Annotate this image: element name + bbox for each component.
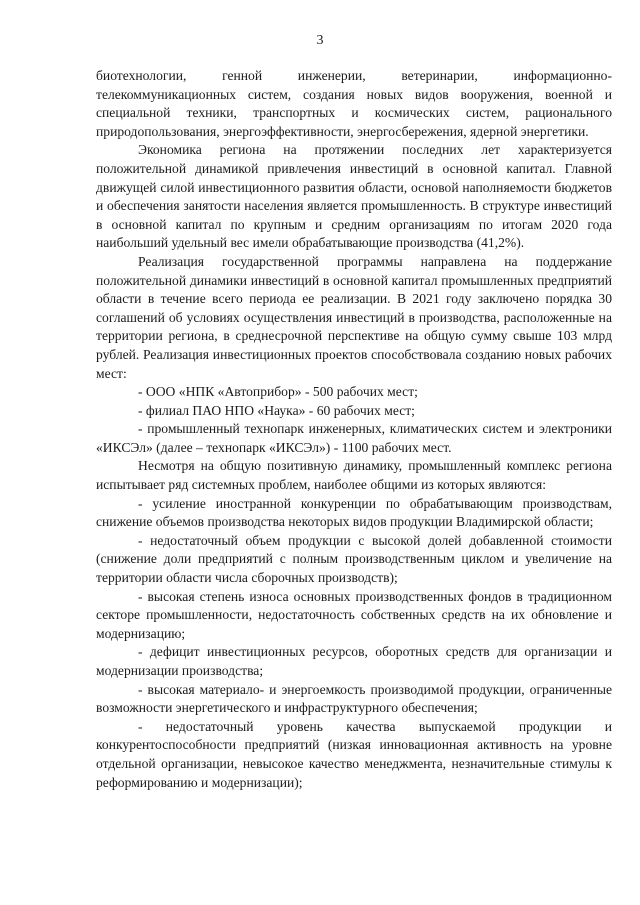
paragraph-1: биотехнологии, генной инженерии, ветеринарии, информационно-телекоммуникационных систем, создания новых видов вооружения, военной и специальной техники, транспортных и космических систем, рационального природопользования, энергоэффективности, энергосбережения, ядерной энергетики. [96, 68, 612, 139]
paragraph-3: Реализация государственной программы направлена на поддержание положительной динамики инвестиций в основной капитал промышленных предприятий области в течение всего периода ее реализации. В 2021 году заключено порядка 30 соглашений об условиях осуществления инвестиций в производства, расположенные на территории региона, в среднесрочной перспективе на общую сумму свыше 103 млрд рублей. Реализация инвестиционных проектов способствовала созданию новых рабочих мест: [96, 253, 612, 381]
problem-item-investment-deficit: - дефицит инвестиционных ресурсов, оборотных средств для организации и модернизации производства; [96, 644, 612, 678]
document-body [96, 67, 612, 792]
list-item-technopark: - промышленный технопарк инженерных, климатических систем и электроники «ИКСЭл» (далее – технопарк «ИКСЭл») - 1100 рабочих мест. [96, 421, 612, 455]
list-item-nauka: - филиал ПАО НПО «Наука» - 60 рабочих мест; [138, 402, 415, 418]
paragraph-problems-intro: Несмотря на общую позитивную динамику, промышленный комплекс региона испытывает ряд системных проблем, наиболее общими из которых являются: [96, 458, 612, 493]
problem-item-quality: - недостаточный уровень качества выпускаемой продукции и конкурентоспособности предприятий (низкая инновационная активность на уровне отдельной организации, невысокое качество менеджмента, незначительные стимулы к реформированию и модернизации); [96, 718, 612, 790]
problem-item-competition: - усиление иностранной конкуренции по обрабатывающим производствам, снижение объемов производства некоторых видов продукции Владимирской области; [96, 495, 612, 530]
problem-item-depreciation: - высокая степень износа основных производственных фондов в традиционном секторе промышленности, недостаточность собственных средств на их обновление и модернизацию; [96, 588, 612, 641]
problem-item-added-value: - недостаточный объем продукции с высокой долей добавленной стоимости (снижение доли предприятий с полным производственным циклом и увеличение на территории области числа сборочных производств); [96, 532, 612, 586]
list-item-autopribor: - ООО «НПК «Автоприбор» - 500 рабочих мест; [138, 384, 418, 400]
problem-item-energy-intensity: - высокая материало- и энергоемкость производимой продукции, ограниченные возможности энергетического и инфраструктурного обеспечения; [96, 681, 612, 716]
paragraph-2: Экономика региона на протяжении последних лет характеризуется положительной динамикой привлечения инвестиций в основной капитал. Главной движущей силой инвестиционного развития области, основой наполняемости бюджетов и обеспечения занятости населения является промышленность. В структуре инвестиций в основной капитал по крупным и средним организациям по итогам 2020 года наибольший удельный вес имели обрабатывающие производства (41,2%). [96, 142, 612, 251]
page-number: 3 [316, 33, 324, 48]
